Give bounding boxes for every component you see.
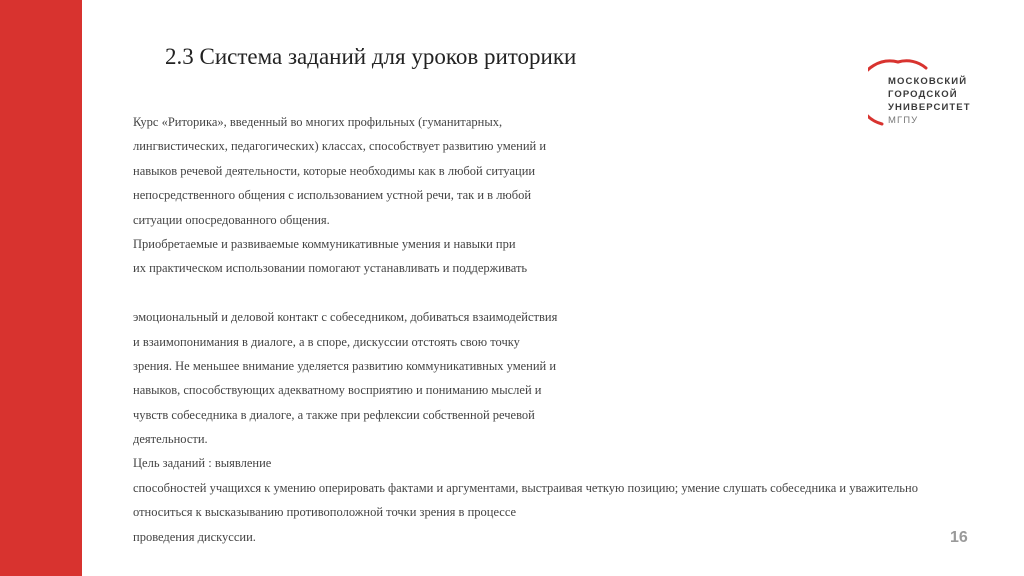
body-line: эмоциональный и деловой контакт с собеседником, добиваться взаимодействия xyxy=(133,310,558,325)
body-line: Курс «Риторика», введенный во многих профильных (гуманитарных, xyxy=(133,115,503,129)
body-line: лингвистических, педагогических) классах, способствует развитию умений и xyxy=(133,139,547,154)
body-line: навыков, способствующих адекватному восприятию и пониманию мыслей и xyxy=(133,383,542,398)
body-line-blank xyxy=(133,281,1013,305)
body-line: навыков речевой деятельности, которые необходимы как в любой ситуации xyxy=(133,163,536,178)
body-line: Цель заданий : выявление xyxy=(133,456,272,471)
body-line: относиться к высказыванию противоположной точки зрения в процессе xyxy=(133,505,517,520)
logo-text-line-3: УНИВЕРСИТЕТ xyxy=(888,102,971,113)
body-line: деятельности. xyxy=(133,432,208,447)
body-line: проведения дискуссии. xyxy=(133,529,256,544)
left-accent-bar xyxy=(0,0,82,576)
body-line: ситуации опосредованного общения. xyxy=(133,212,330,227)
body-line: непосредственного общения с использованием устной речи, так и в любой xyxy=(133,188,532,203)
body-line: чувств собеседника в диалоге, а также при рефлексии собственной речевой xyxy=(133,407,535,422)
slide-title: 2.3 Система заданий для уроков риторики xyxy=(165,44,577,69)
body-line: зрения. Не меньшее внимание уделяется развитию коммуникативных умений и xyxy=(133,358,557,373)
body-line: их практическом использовании помогают устанавливать и поддерживать xyxy=(133,261,528,276)
body-line: Приобретаемые и развиваемые коммуникативные умения и навыки при xyxy=(133,236,516,251)
logo-text-line-4: МГПУ xyxy=(888,115,919,126)
page-number: 16 xyxy=(950,529,968,546)
logo-text-line-1: МОСКОВСКИЙ xyxy=(888,76,968,87)
logo-text-line-2: ГОРОДСКОЙ xyxy=(888,89,958,100)
body-line: и взаимопонимания в диалоге, а в споре, дискуссии отстоять свою точку xyxy=(133,334,520,349)
body-line: способностей учащихся к умению оперировать фактами и аргументами, выстраивая четкую позицию; умение слушать собеседника и уважительно xyxy=(133,480,918,495)
slide-body-text xyxy=(133,110,1013,549)
